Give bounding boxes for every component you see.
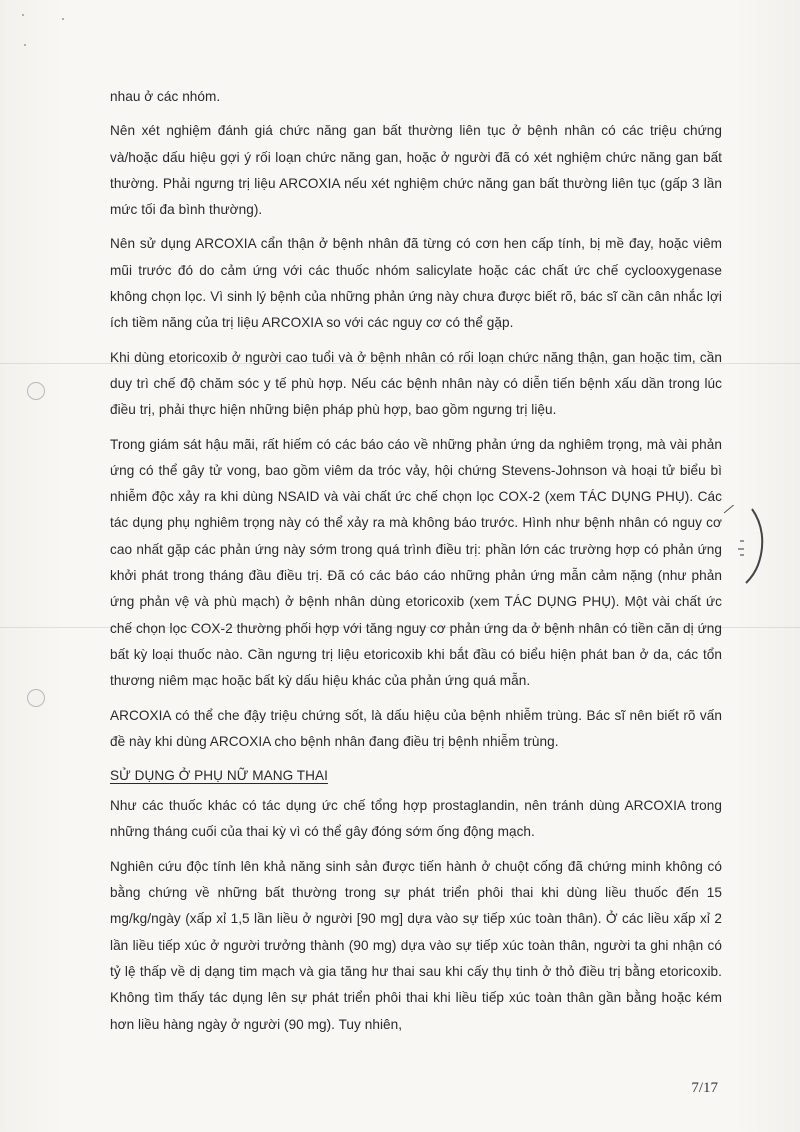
scan-speck [22, 14, 24, 16]
paragraph-fever-masking: ARCOXIA có thể che đậy triệu chứng sốt, là dấu hiệu của bệnh nhiễm trùng. Bác sĩ nên biết rõ vấn đề này khi dùng ARCOXIA cho bệnh nhân đang điều trị bệnh nhiễm trùng. [110, 707, 722, 749]
scan-speck [62, 18, 64, 20]
page-number: 7/17 [691, 1080, 718, 1096]
handwritten-margin-mark [722, 505, 782, 585]
document-body [110, 84, 722, 1046]
punch-hole [27, 689, 45, 707]
section-heading-pregnancy: SỬ DỤNG Ở PHỤ NỮ MANG THAI [110, 768, 328, 784]
punch-hole [27, 382, 45, 400]
paragraph-skin-reactions: Trong giám sát hậu mãi, rất hiếm có các báo cáo về những phản ứng da nghiêm trọng, mà vài phản ứng có thể gây tử vong, bao gồm viêm da tróc vảy, hội chứng Stevens-Johnson và hoại tử biểu bì nhiễm độc xảy ra khi dùng NSAID và vài chất ức chế chọn lọc COX-2 (xem TÁC DỤNG PHỤ). Các tác dụng phụ nghiêm trọng này có thể xảy ra mà không báo trước. Hình như bệnh nhân có nguy cơ cao nhất gặp các phản ứng này sớm trong quá trình điều trị: phần lớn các trường hợp có phản ứng khởi phát trong tháng đầu điều trị. Đã có các báo cáo những phản ứng mẫn cảm nặng (như phản ứng phản vệ và phù mạch) ở bệnh nhân dùng etoricoxib (xem TÁC DỤNG PHỤ). Một vài chất ức chế chọn lọc COX-2 thường phối hợp với tăng nguy cơ phản ứng da ở bệnh nhân có tiền căn dị ứng bất kỳ loại thuốc nào. Cần ngưng trị liệu etoricoxib khi bắt đầu có biểu hiện phát ban ở da, các tổn thương niêm mạc hoặc bất kỳ dấu hiệu khác của phản ứng quá mẫn. [110, 436, 722, 689]
paragraph-prostaglandin: Như các thuốc khác có tác dụng ức chế tổng hợp prostaglandin, nên tránh dùng ARCOXIA trong những tháng cuối của thai kỳ vì có thể gây đóng sớm ống động mạch. [110, 798, 722, 840]
paragraph-elderly-patients: Khi dùng etoricoxib ở người cao tuổi và ở bệnh nhân có rối loạn chức năng thận, gan hoặc tim, cần duy trì chế độ chăm sóc y tế phù hợp. Nếu các bệnh nhân này có diễn tiến bệnh xấu dần trong lúc điều trị, phải thực hiện những biện pháp phù hợp, bao gồm ngưng trị liệu. [110, 349, 722, 418]
scan-speck [24, 44, 26, 46]
paragraph-continuation: nhau ở các nhóm. [110, 89, 221, 104]
paragraph-asthma-caution: Nên sử dụng ARCOXIA cẩn thận ở bệnh nhân đã từng có cơn hen cấp tính, bị mề đay, hoặc viêm mũi trước đó do cảm ứng với các thuốc nhóm salicylate hoặc các chất ức chế cyclooxygenase không chọn lọc. Vì sinh lý bệnh của những phản ứng này chưa được biết rõ, bác sĩ cần cân nhắc lợi ích tiềm năng của trị liệu ARCOXIA so với các nguy cơ có thể gặp. [110, 236, 722, 331]
paragraph-reproductive-toxicity: Nghiên cứu độc tính lên khả năng sinh sản được tiến hành ở chuột cống đã chứng minh không có bằng chứng về những bất thường trong sự phát triển phôi thai khi dùng liều thuốc đến 15 mg/kg/ngày (xấp xỉ 1,5 lần liều ở người [90 mg] dựa vào sự tiếp xúc toàn thân). Ở các liều xấp xỉ 2 lần liều tiếp xúc ở người trưởng thành (90 mg) dựa vào sự tiếp xúc toàn thân, người ta ghi nhận có tỷ lệ thấp về dị dạng tim mạch và gia tăng hư thai sau khi cấy thụ tinh ở thỏ điều trị bằng etoricoxib. Không tìm thấy tác dụng lên sự phát triển phôi thai khi liều tiếp xúc toàn thân gần bằng hoặc kém hơn liều hàng ngày ở người (90 mg). Tuy nhiên, [110, 858, 722, 1032]
paragraph-liver-function: Nên xét nghiệm đánh giá chức năng gan bất thường liên tục ở bệnh nhân có các triệu chứng và/hoặc dấu hiệu gợi ý rối loạn chức năng gan, hoặc ở người đã có xét nghiệm chức năng gan bất thường. Phải ngưng trị liệu ARCOXIA nếu xét nghiệm chức năng gan bất thường liên tục (gấp 3 lần mức tối đa bình thường). [110, 123, 722, 218]
